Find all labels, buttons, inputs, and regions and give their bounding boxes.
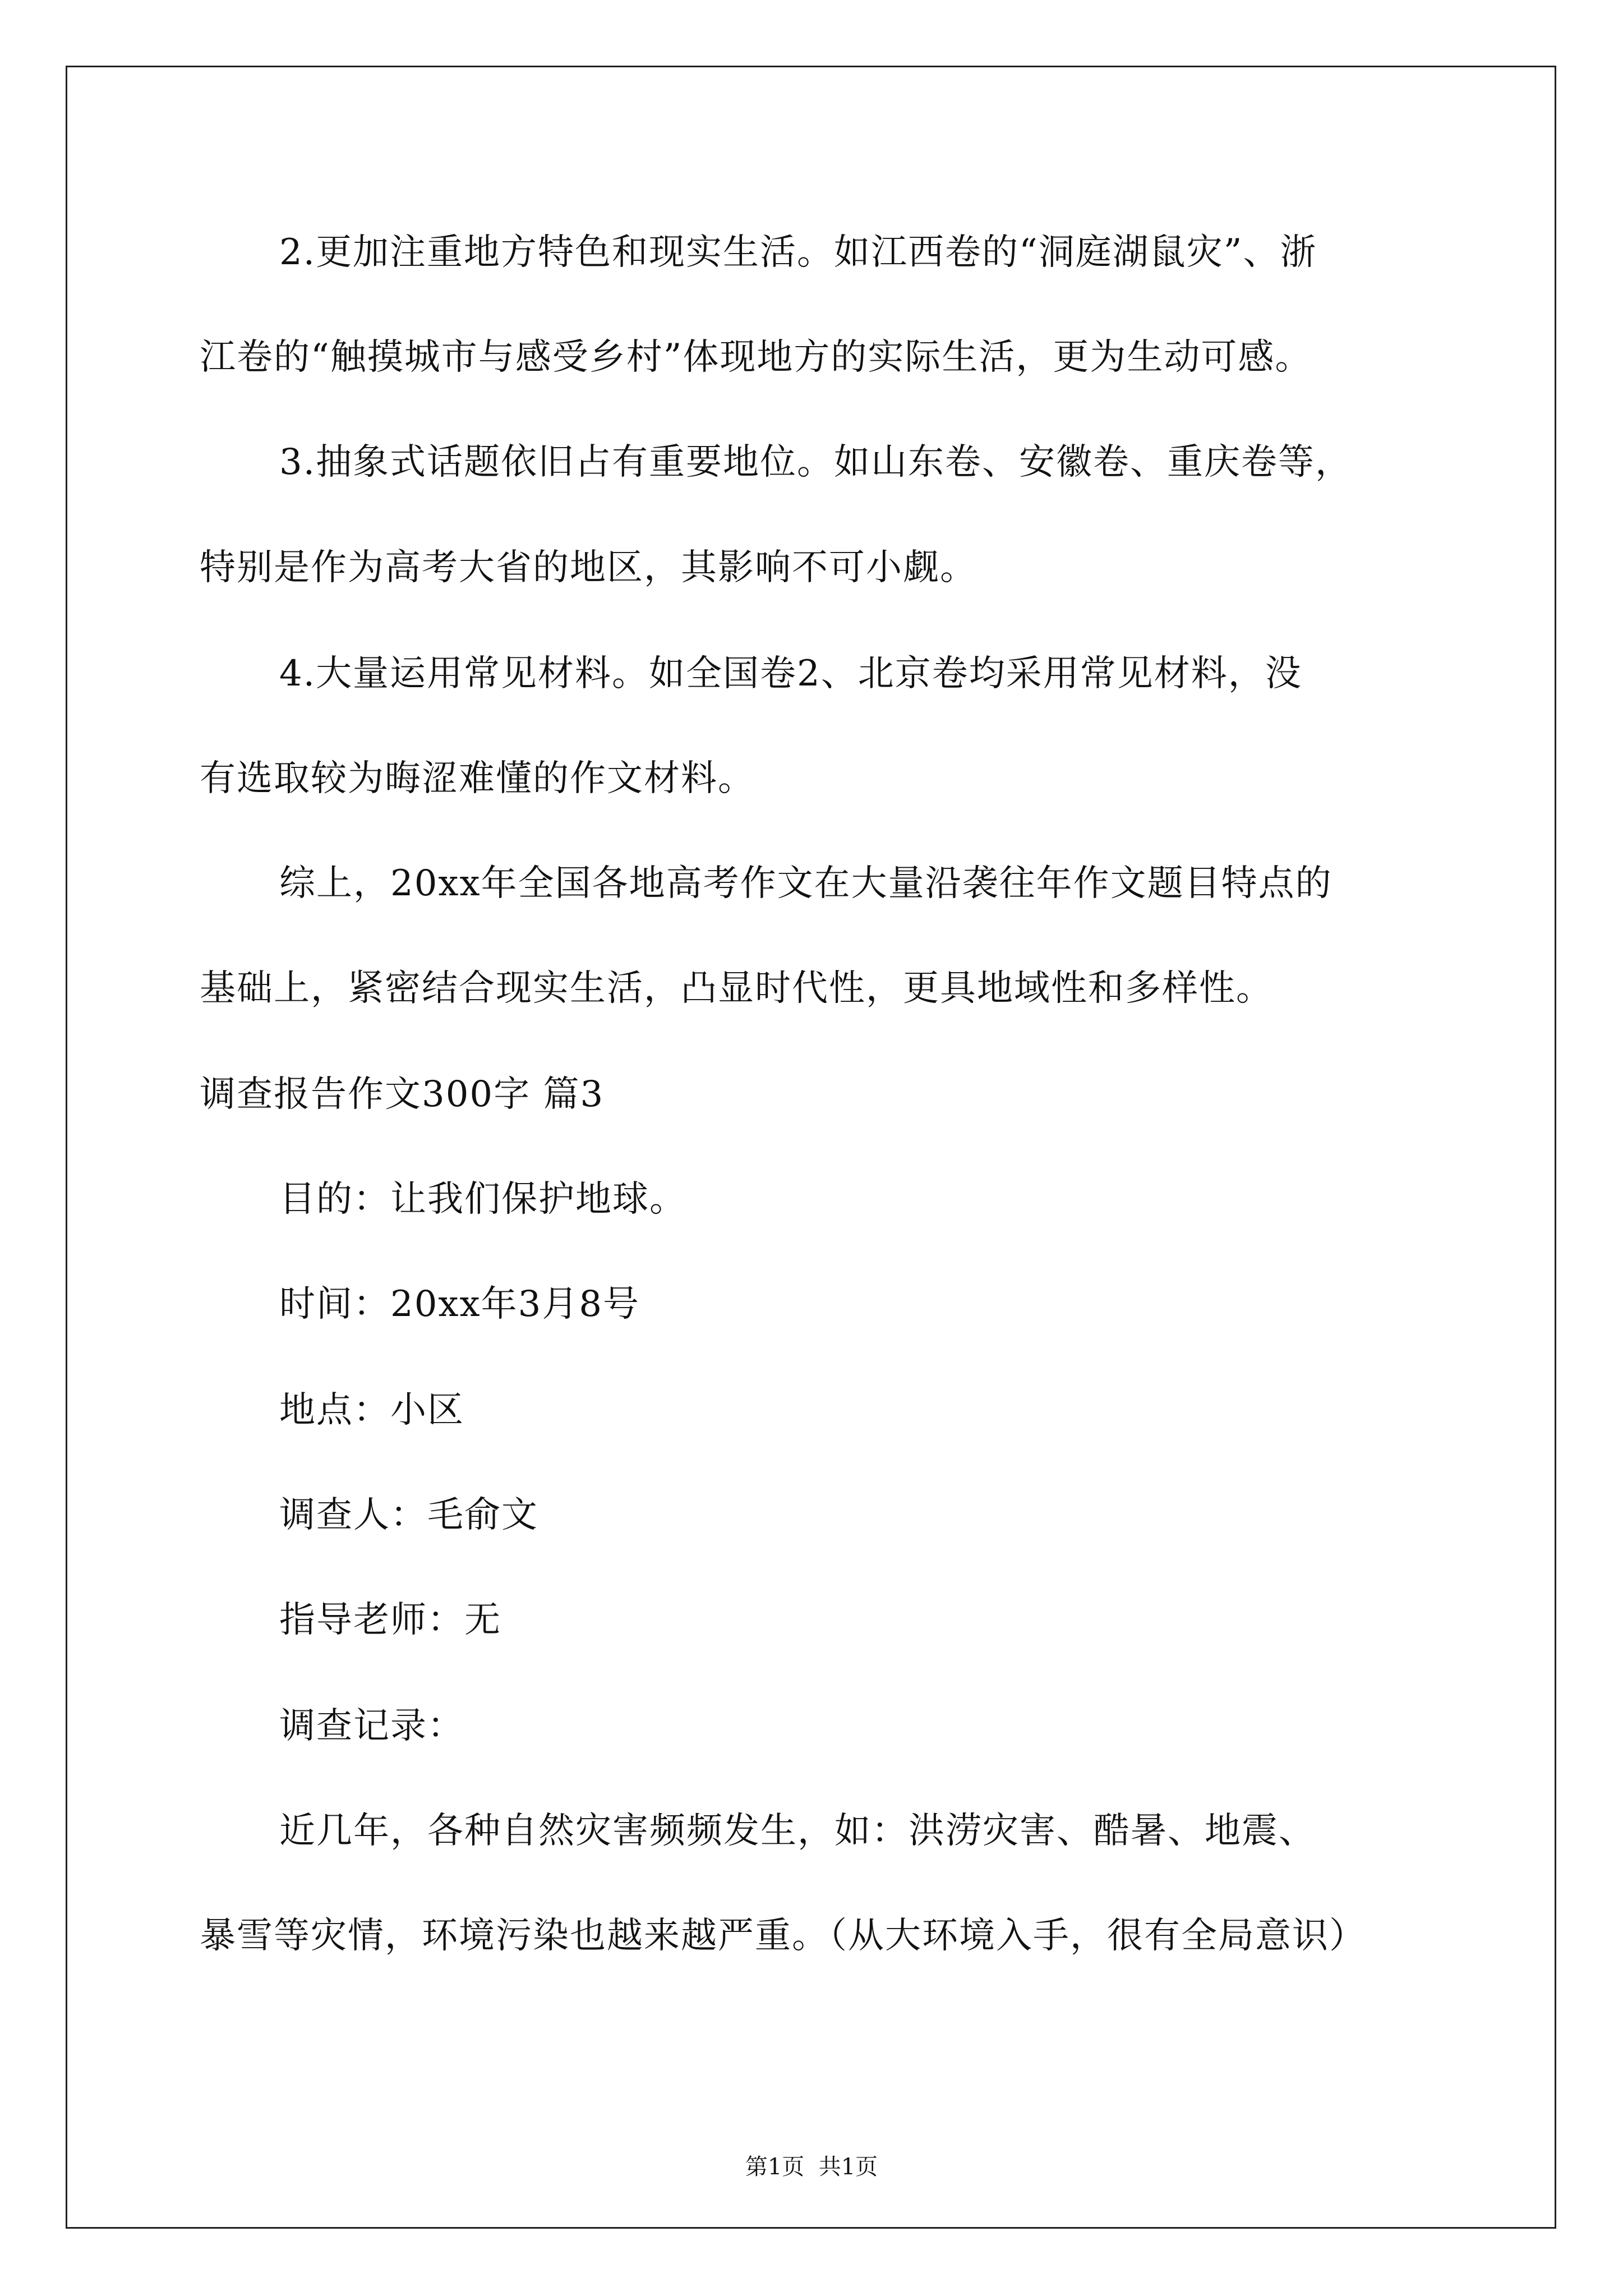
paragraph-line: 暴雪等灾情，环境污染也越来越严重。（从大环境入手，很有全局意识） xyxy=(200,1915,1366,1957)
paragraph-line: 3.抽象式话题依旧占有重要地位。如山东卷、安徽卷、重庆卷等， xyxy=(279,441,1353,483)
paragraph-line: 调查人：毛俞文 xyxy=(279,1494,538,1536)
paragraph-line: 江卷的“触摸城市与感受乡村”体现地方的实际生活，更为生动可感。 xyxy=(200,337,1312,378)
paragraph-line: 综上，20xx年全国各地高考作文在大量沿袭往年作文题目特点的 xyxy=(279,863,1332,904)
paragraph-line: 指导老师：无 xyxy=(279,1599,501,1641)
paragraph-line: 地点：小区 xyxy=(279,1389,464,1431)
paragraph-line: 目的：让我们保护地球。 xyxy=(279,1179,686,1220)
page-border xyxy=(66,66,1556,2229)
paragraph-line: 基础上，紧密结合现实生活，凸显时代性，更具地域性和多样性。 xyxy=(200,968,1273,1009)
paragraph-line: 2.更加注重地方特色和现实生活。如江西卷的“洞庭湖鼠灾”、浙 xyxy=(279,232,1317,273)
paragraph-line: 近几年，各种自然灾害频频发生，如：洪涝灾害、酷暑、地震、 xyxy=(279,1810,1316,1852)
paragraph-line: 时间：20xx年3月8号 xyxy=(279,1283,640,1325)
paragraph-line: 特别是作为高考大省的地区，其影响不可小觑。 xyxy=(200,547,977,588)
paragraph-line: 有选取较为晦涩难懂的作文材料。 xyxy=(200,758,755,799)
page-footer: 第1页 共1页 xyxy=(745,2154,878,2180)
paragraph-line: 调查记录： xyxy=(279,1705,464,1747)
section-heading: 调查报告作文300字 篇3 xyxy=(200,1074,605,1115)
paragraph-line: 4.大量运用常见材料。如全国卷2、北京卷均采用常见材料，没 xyxy=(279,653,1302,694)
